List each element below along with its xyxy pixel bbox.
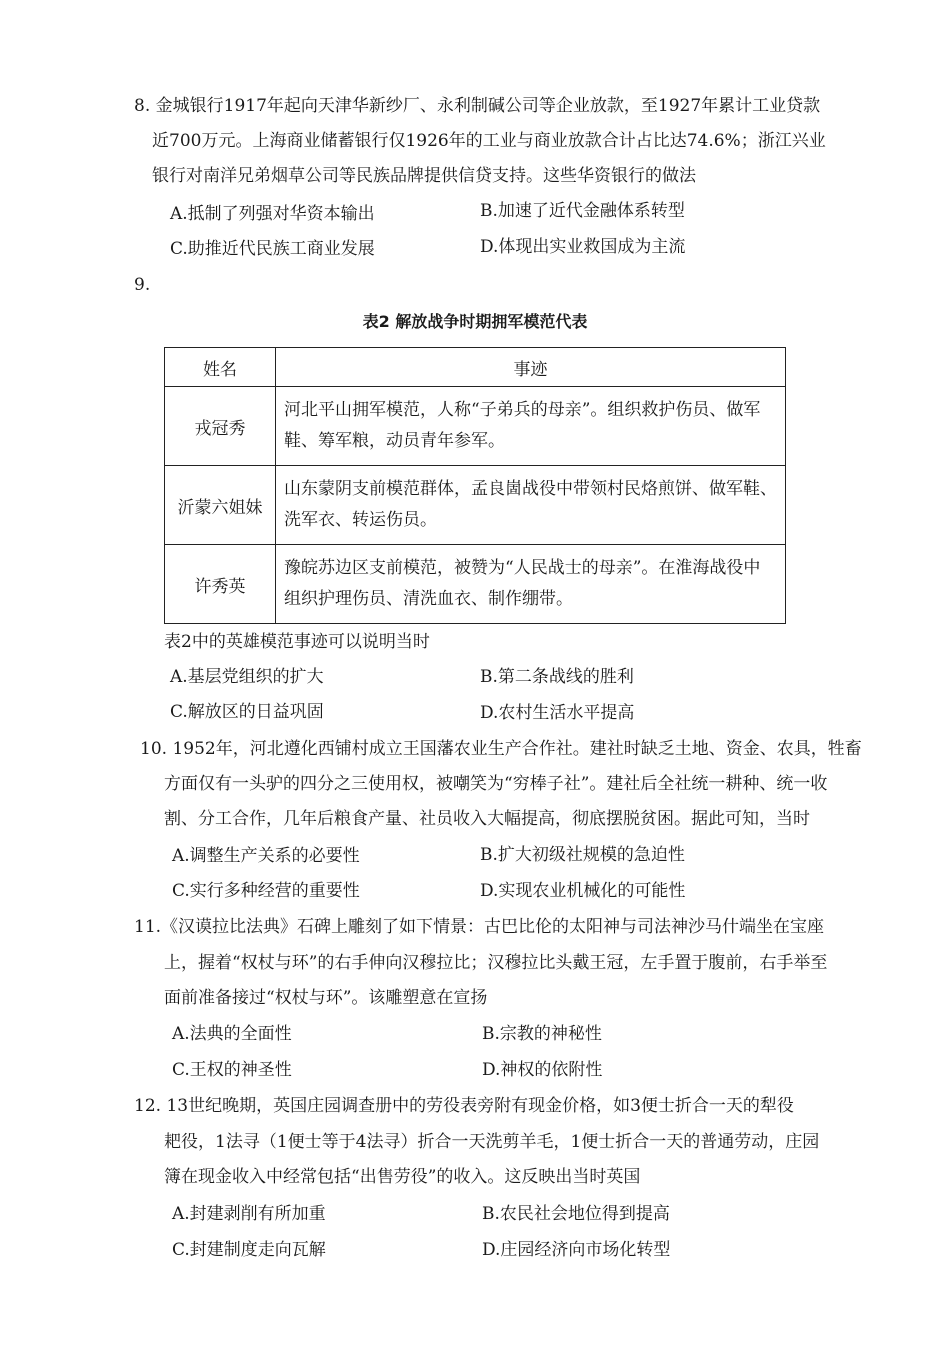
q11-option-d: D.神权的依附性 bbox=[482, 1060, 603, 1080]
q9-option-a: A.基层党组织的扩大 bbox=[170, 667, 324, 687]
q9-number: 9. bbox=[134, 275, 151, 295]
table-cell-deed: 河北平山拥军模范，人称“子弟兵的母亲”。组织救护伤员、做军鞋、筹军粮，动员青年参军。 bbox=[276, 387, 786, 466]
table-caption: 表2 解放战争时期拥军模范代表 bbox=[362, 312, 588, 331]
q10-option-b: B.扩大初级社规模的急迫性 bbox=[480, 845, 685, 865]
table-cell-deed: 山东蒙阴支前模范群体，孟良崮战役中带领村民烙煎饼、做军鞋、洗军衣、转运伤员。 bbox=[276, 466, 786, 545]
table-row bbox=[165, 466, 786, 545]
q8-option-d: D.体现出实业救国成为主流 bbox=[480, 237, 686, 257]
q11-line-3: 面前准备接过“权杖与环”。该雕塑意在宣扬 bbox=[164, 988, 488, 1008]
q12-option-c: C.封建制度走向瓦解 bbox=[172, 1240, 326, 1260]
q12-option-a: A.封建剥削有所加重 bbox=[172, 1204, 326, 1224]
q8-option-a: A.抵制了列强对华资本输出 bbox=[170, 204, 375, 224]
table-header-deed: 事迹 bbox=[276, 348, 786, 387]
table-cell-deed: 豫皖苏边区支前模范，被赞为“人民战士的母亲”。在淮海战役中组织护理伤员、清洗血衣、制作绷带。 bbox=[276, 545, 786, 624]
q12-option-b: B.农民社会地位得到提高 bbox=[482, 1204, 670, 1224]
q11-option-c: C.王权的神圣性 bbox=[172, 1060, 292, 1080]
q9-option-b: B.第二条战线的胜利 bbox=[480, 667, 634, 687]
table-row bbox=[165, 387, 786, 466]
q11-option-a: A.法典的全面性 bbox=[172, 1024, 292, 1044]
table-header-row bbox=[165, 348, 786, 387]
q11-line-2: 上，握着“权杖与环”的右手伸向汉穆拉比；汉穆拉比头戴王冠，左手置于腹前，右手举至 bbox=[164, 953, 828, 973]
q12-option-d: D.庄园经济向市场化转型 bbox=[482, 1240, 671, 1260]
q10-option-a: A.调整生产关系的必要性 bbox=[172, 846, 360, 866]
q10-option-c: C.实行多种经营的重要性 bbox=[172, 881, 360, 901]
q10-line-1: 10. 1952年，河北遵化西铺村成立王国藩农业生产合作社。建社时缺乏土地、资金、农具，牲畜 bbox=[140, 739, 862, 759]
table-cell-name: 戎冠秀 bbox=[165, 387, 276, 466]
q12-line-1: 12. 13世纪晚期，英国庄园调查册中的劳役表旁附有现金价格，如3便士折合一天的犁役 bbox=[134, 1096, 794, 1116]
q9-stem: 表2中的英雄模范事迹可以说明当时 bbox=[164, 632, 430, 652]
q10-line-2: 方面仅有一头驴的四分之三使用权，被嘲笑为“穷棒子社”。建社后全社统一耕种、统一收 bbox=[164, 774, 828, 794]
q9-option-c: C.解放区的日益巩固 bbox=[170, 702, 324, 722]
table-cell-name: 许秀英 bbox=[165, 545, 276, 624]
q8-line-1: 8. 金城银行1917年起向天津华新纱厂、永利制碱公司等企业放款，至1927年累计工业贷款 bbox=[134, 96, 821, 116]
q8-line-2: 近700万元。上海商业储蓄银行仅1926年的工业与商业放款合计占比达74.6%；浙江兴业 bbox=[152, 131, 826, 151]
table-row bbox=[165, 545, 786, 624]
q8-option-b: B.加速了近代金融体系转型 bbox=[480, 201, 685, 221]
q12-line-2: 耙役，1法寻（1便士等于4法寻）折合一天洗剪羊毛，1便士折合一天的普通劳动，庄园 bbox=[164, 1132, 820, 1152]
q10-line-3: 割、分工合作，几年后粮食产量、社员收入大幅提高，彻底摆脱贫困。据此可知，当时 bbox=[164, 809, 810, 829]
table-cell-name: 沂蒙六姐妹 bbox=[165, 466, 276, 545]
model-table bbox=[164, 347, 786, 624]
table-header-name: 姓名 bbox=[165, 348, 276, 387]
q12-line-3: 簿在现金收入中经常包括“出售劳役”的收入。这反映出当时英国 bbox=[164, 1167, 641, 1187]
q10-option-d: D.实现农业机械化的可能性 bbox=[480, 881, 686, 901]
q8-line-3: 银行对南洋兄弟烟草公司等民族品牌提供信贷支持。这些华资银行的做法 bbox=[152, 166, 696, 186]
q11-line-1: 11.《汉谟拉比法典》石碑上雕刻了如下情景：古巴比伦的太阳神与司法神沙马什端坐在宝座 bbox=[134, 917, 825, 937]
q8-option-c: C.助推近代民族工商业发展 bbox=[170, 239, 375, 259]
q11-option-b: B.宗教的神秘性 bbox=[482, 1024, 602, 1044]
q9-option-d: D.农村生活水平提高 bbox=[480, 703, 635, 723]
